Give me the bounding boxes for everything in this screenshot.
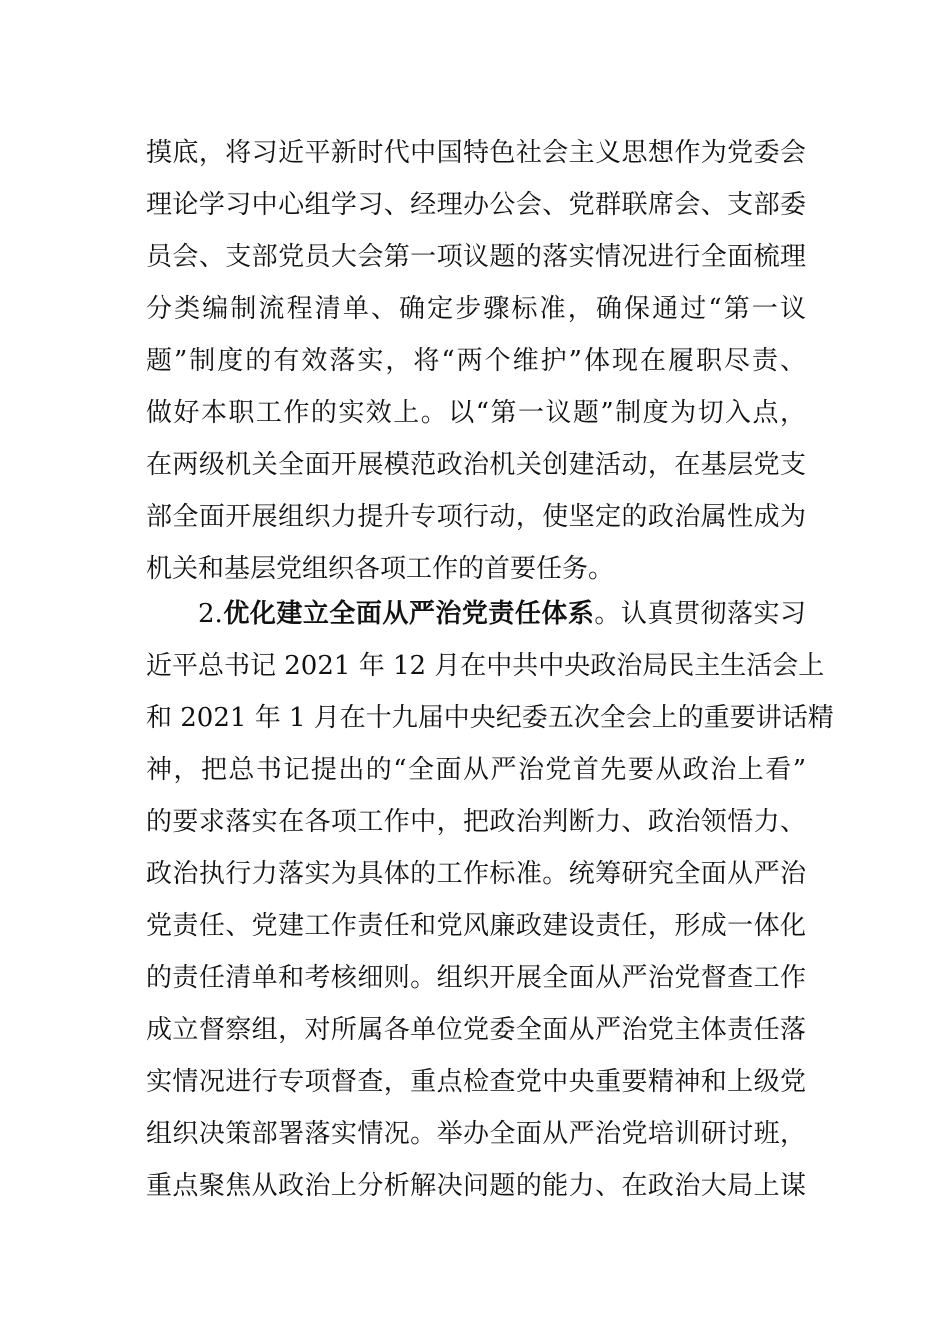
- text-line: 员会、支部党员大会第一项议题的落实情况进行全面梳理: [146, 242, 806, 272]
- text-line: 部全面开展组织力提升专项行动，使坚定的政治属性成为: [146, 502, 806, 532]
- paragraph-2-first-line: [146, 588, 806, 640]
- text-line: 神，把总书记提出的“全面从严治党首先要从政治上看”: [146, 755, 806, 785]
- text-line: 在两级机关全面开展模范政治机关创建活动，在基层党支: [146, 450, 806, 480]
- text-line: 分类编制流程清单、确定步骤标准，确保通过“第一议: [146, 294, 806, 324]
- text-line: 理论学习中心组学习、经理办公会、党群联席会、支部委: [146, 190, 806, 220]
- text-line: 题”制度的有效落实，将“两个维护”体现在履职尽责、: [146, 346, 806, 376]
- section-heading: 优化建立全面从严治党责任体系: [222, 599, 595, 629]
- first-line-text: 。认真贯彻落实习: [594, 599, 806, 629]
- section-number: 2.: [198, 599, 223, 629]
- paragraph-1: [146, 127, 806, 595]
- text-line: 实情况进行专项督查，重点检查党中央重要精神和上级党: [146, 1067, 806, 1097]
- text-line: 成立督察组，对所属各单位党委全面从严治党主体责任落: [146, 1015, 806, 1045]
- paragraph-2: [146, 588, 834, 1212]
- text-line: 组织决策部署落实情况。举办全面从严治党培训研讨班，: [146, 1119, 806, 1149]
- text-line: 的要求落实在各项工作中，把政治判断力、政治领悟力、: [146, 807, 806, 837]
- text-line: 政治执行力落实为具体的工作标准。统筹研究全面从严治: [146, 859, 806, 889]
- text-line: 机关和基层党组织各项工作的首要任务。: [146, 554, 615, 584]
- text-line: 摸底，将习近平新时代中国特色社会主义思想作为党委会: [146, 138, 806, 168]
- text-line: 和 2021 年 1 月在十九届中央纪委五次全会上的重要讲话精: [146, 703, 834, 733]
- text-line: 党责任、党建工作责任和党风廉政建设责任，形成一体化: [146, 911, 806, 941]
- text-line: 做好本职工作的实效上。以“第一议题”制度为切入点，: [146, 398, 806, 428]
- text-line: 的责任清单和考核细则。组织开展全面从严治党督查工作: [146, 963, 806, 993]
- text-line: 重点聚焦从政治上分析解决问题的能力、在政治大局上谋: [146, 1171, 806, 1201]
- text-line: 近平总书记 2021 年 12 月在中共中央政治局民主生活会上: [146, 651, 825, 681]
